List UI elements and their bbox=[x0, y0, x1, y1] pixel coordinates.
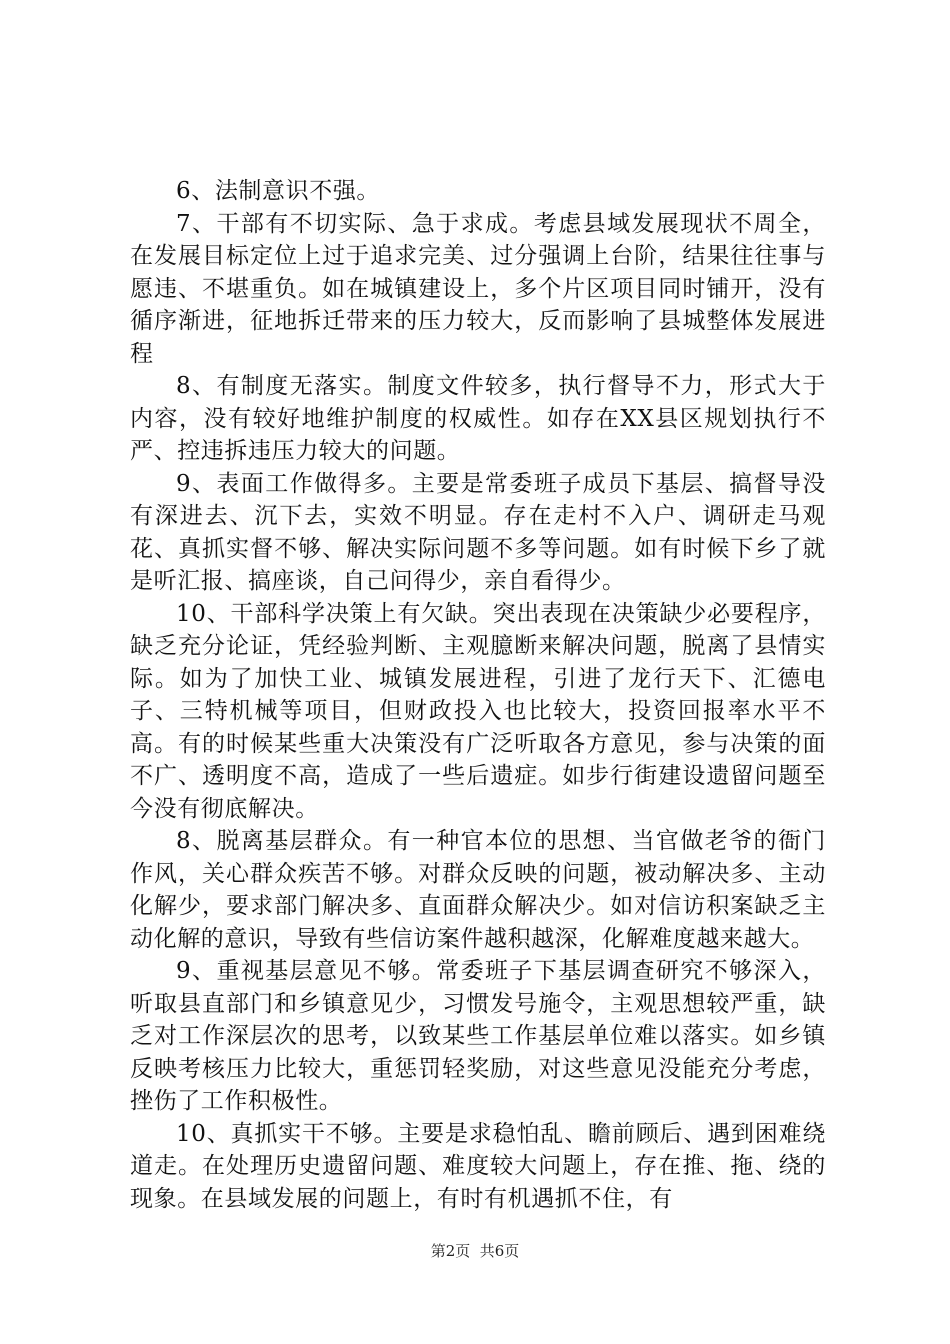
paragraph-5: 10、干部科学决策上有欠缺。突出表现在决策缺少必要程序，缺乏充分论证，凭经验判断、主观臆断来解决问题，脱离了县情实际。如为了加快工业、城镇发展进程，引进了龙行天下、汇德电子、三特机械等项目，但财政投入也比较大，投资回报率水平不高。有的时候某些重大决策没有广泛听取各方意见，参与决策的面不广、透明度不高，造成了一些后遗症。如步行街建设遗留问题至今没有彻底解决。 bbox=[130, 600, 826, 822]
document-body bbox=[130, 175, 826, 1215]
paragraph-2: 7、干部有不切实际、急于求成。考虑县域发展现状不周全，在发展目标定位上过于追求完美、过分强调上台阶，结果往往事与愿违、不堪重负。如在城镇建设上，多个片区项目同时铺开，没有循序渐进，征地拆迁带来的压力较大，反而影响了县城整体发展进程 bbox=[130, 210, 826, 367]
paragraph-7: 9、重视基层意见不够。常委班子下基层调查研究不够深入，听取县直部门和乡镇意见少，习惯发号施令，主观思想较严重，缺乏对工作深层次的思考，以致某些工作基层单位难以落实。如乡镇反映考核压力比较大，重惩罚轻奖励，对这些意见没能充分考虑，挫伤了工作积极性。 bbox=[130, 958, 826, 1114]
page-footer: 第2页 共6页 bbox=[430, 1242, 520, 1260]
paragraph-3: 8、有制度无落实。制度文件较多，执行督导不力，形式大于内容，没有较好地维护制度的权威性。如存在XX县区规划执行不严、控违拆违压力较大的问题。 bbox=[130, 373, 826, 464]
paragraph-6: 8、脱离基层群众。有一种官本位的思想、当官做老爷的衙门作风，关心群众疾苦不够。对群众反映的问题，被动解决多、主动化解少，要求部门解决多、直面群众解决少。如对信访积案缺乏主动化解的意识，导致有些信访案件越积越深，化解难度越来越大。 bbox=[130, 828, 826, 952]
paragraph-8: 10、真抓实干不够。主要是求稳怕乱、瞻前顾后、遇到困难绕道走。在处理历史遗留问题、难度较大问题上，存在推、拖、绕的现象。在县域发展的问题上，有时有机遇抓不住，有 bbox=[130, 1120, 826, 1212]
paragraph-4: 9、表面工作做得多。主要是常委班子成员下基层、搞督导没有深进去、沉下去，实效不明显。存在走村不入户、调研走马观花、真抓实督不够、解决实际问题不多等问题。如有时候下乡了就是听汇报、搞座谈，自己问得少，亲自看得少。 bbox=[130, 470, 826, 594]
paragraph-1: 6、法制意识不强。 bbox=[176, 178, 381, 204]
